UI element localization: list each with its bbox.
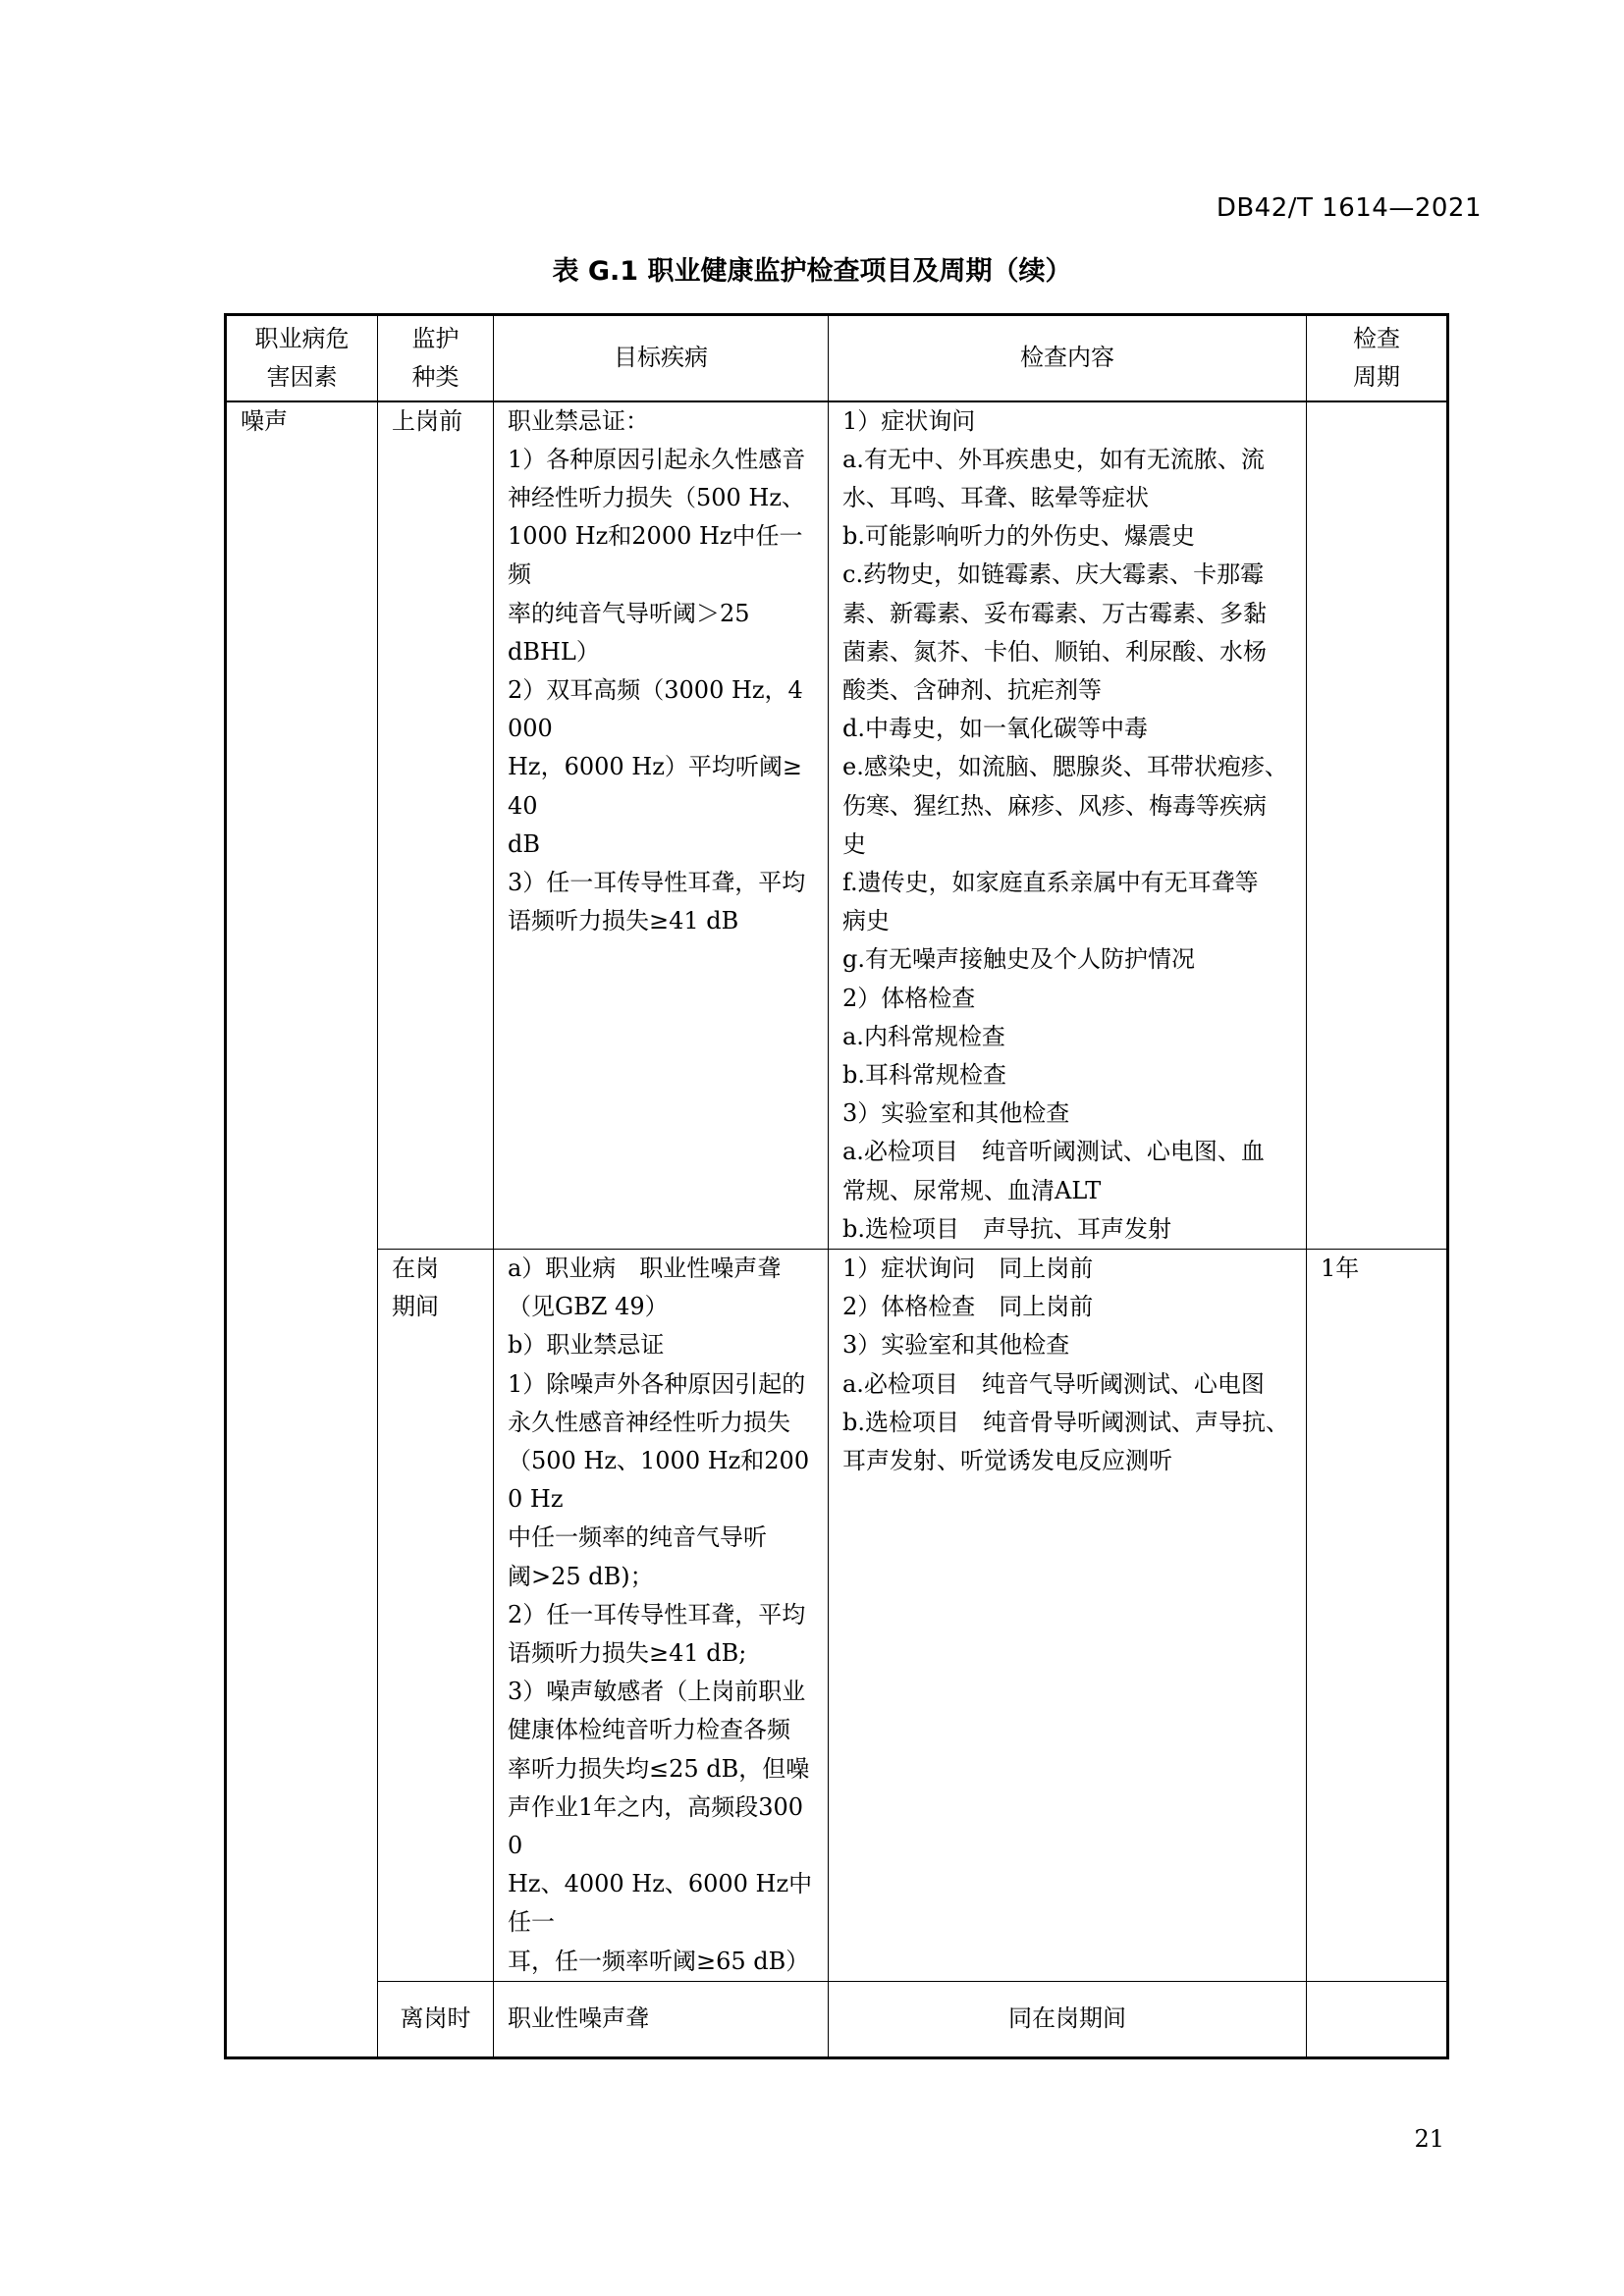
period-cell xyxy=(1307,1981,1448,2057)
table-title: 表 G.1 职业健康监护检查项目及周期（续） xyxy=(552,256,1072,287)
hazard-name-cell: 噪声 xyxy=(226,401,378,2058)
content-cell: 同在岗期间 xyxy=(829,1981,1307,2057)
disease-cell: a）职业病 职业性噪声聋 （见GBZ 49） b）职业禁忌证 1）除噪声外各种原因引起的 永久性感音神经性听力损失 （500 Hz、1000 Hz和2000 Hz 中任一频率的纯音气导听 阈>25 dB)； 2）任一耳传导性耳聋，平均 语频听力损失≥41 dB; 3）噪声敏感者（上岗前职业 健康体检纯音听力检查各频 率听力损失均≤25 dB，但噪 声作业1年之内，高频段3000 Hz、4000 Hz、6000 Hz中任一 耳，任一频率听阈≥65 dB） xyxy=(494,1249,829,1981)
type-cell: 上岗前 xyxy=(378,401,494,1250)
period-cell: 1年 xyxy=(1307,1249,1448,1981)
health-surveillance-table xyxy=(224,313,1449,2059)
disease-cell: 职业性噪声聋 xyxy=(494,1981,829,2057)
header-disease: 目标疾病 xyxy=(494,315,829,401)
type-cell: 在岗 期间 xyxy=(378,1249,494,1981)
disease-cell: 职业禁忌证： 1）各种原因引起永久性感音 神经性听力损失（500 Hz、 1000 Hz和2000 Hz中任一频 率的纯音气导听阈＞25 dBHL） 2）双耳高频（3000 Hz，4000 Hz，6000 Hz）平均听阈≥40 dB 3）任一耳传导性耳聋，平均 语频听力损失≥41 dB xyxy=(494,401,829,1250)
header-hazard: 职业病危 害因素 xyxy=(226,315,378,401)
document-code: DB42/T 1614—2021 xyxy=(1216,193,1482,223)
table-row-pre-employment xyxy=(226,401,1448,1250)
table-row-on-duty xyxy=(226,1249,1448,1981)
table-row-leave xyxy=(226,1981,1448,2057)
header-content: 检查内容 xyxy=(829,315,1307,401)
type-cell: 离岗时 xyxy=(378,1981,494,2057)
table-header-row xyxy=(226,315,1448,401)
content-cell: 1）症状询问 同上岗前 2）体格检查 同上岗前 3）实验室和其他检查 a.必检项目 纯音气导听阈测试、心电图 b.选检项目 纯音骨导听阈测试、声导抗、 耳声发射、听觉诱发电反应测听 xyxy=(829,1249,1307,1981)
page-number: 21 xyxy=(1414,2125,1444,2153)
header-period: 检查 周期 xyxy=(1307,315,1448,401)
period-cell xyxy=(1307,401,1448,1250)
content-cell: 1）症状询问 a.有无中、外耳疾患史，如有无流脓、流 水、耳鸣、耳聋、眩晕等症状 b.可能影响听力的外伤史、爆震史 c.药物史，如链霉素、庆大霉素、卡那霉 素、新霉素、妥布霉素、万古霉素、多黏 菌素、氮芥、卡伯、顺铂、利尿酸、水杨 酸类、含砷剂、抗疟剂等 d.中毒史，如一氧化碳等中毒 e.感染史，如流脑、腮腺炎、耳带状疱疹、 伤寒、猩红热、麻疹、风疹、梅毒等疾病 史 f.遗传史，如家庭直系亲属中有无耳聋等 病史 g.有无噪声接触史及个人防护情况 2）体格检查 a.内科常规检查 b.耳科常规检查 3）实验室和其他检查 a.必检项目 纯音听阈测试、心电图、血 常规、尿常规、血清ALT b.选检项目 声导抗、耳声发射 xyxy=(829,401,1307,1250)
header-type: 监护 种类 xyxy=(378,315,494,401)
